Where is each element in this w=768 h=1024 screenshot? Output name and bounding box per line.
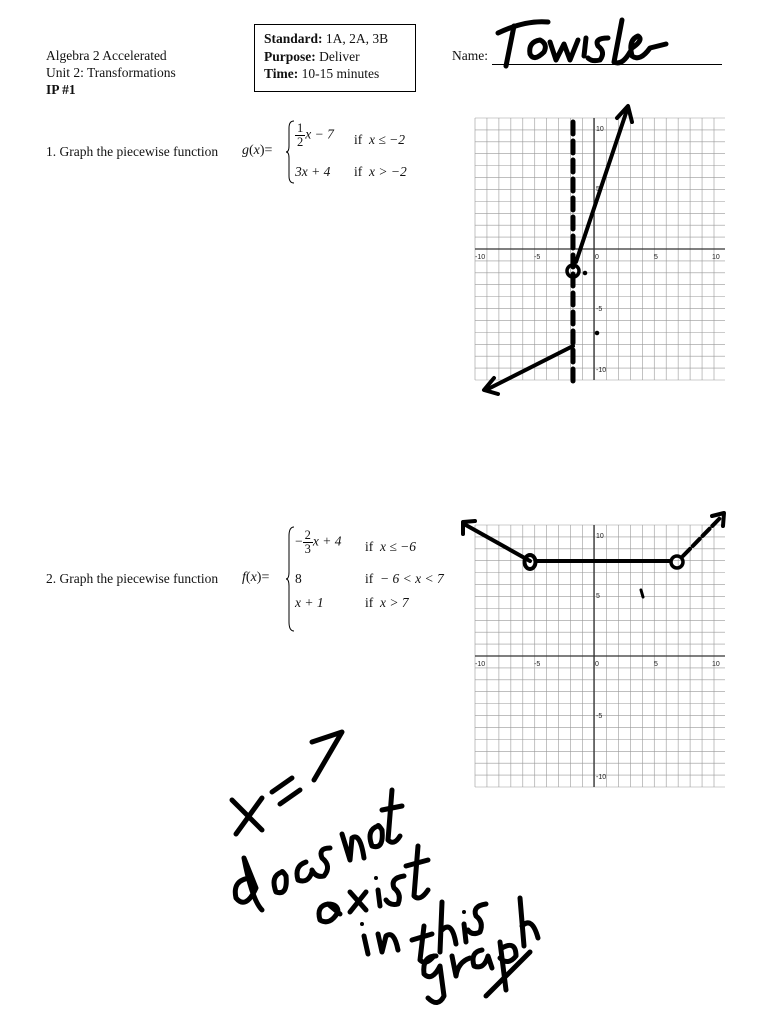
q2-y-tick-neg5: -5	[596, 713, 603, 720]
name-label: Name:	[452, 48, 488, 63]
time-label: Time:	[264, 66, 299, 81]
q2-y-tick-neg10: -10	[596, 774, 607, 781]
question-2-condition-2: if − 6 < x < 7	[365, 571, 444, 586]
q1-y-tick-10: 10	[596, 126, 604, 133]
q1-graph-ink	[484, 106, 632, 394]
question-1-case-1: $\frac{1}{2}$ x − 7	[297, 121, 334, 149]
question-1-prompt: 1. Graph the piecewise function	[46, 144, 219, 159]
question-2-case-2: 8	[295, 571, 302, 586]
question-2-condition-3: if x > 7	[365, 595, 409, 610]
q2-x-tick-5: 5	[654, 661, 658, 668]
question-2-case-3: x + 1	[295, 595, 324, 610]
handwritten-signature-name	[498, 20, 666, 66]
question-2-condition-1: if x ≤ −6	[365, 539, 417, 554]
ip-label: IP #1	[46, 82, 76, 97]
q1-x-tick-10: 10	[712, 254, 720, 261]
standard-value: 1A, 2A, 3B	[325, 31, 389, 46]
q1-y-tick-neg5: -5	[596, 306, 603, 313]
question-1-condition-1: if x ≤ −2	[354, 132, 406, 147]
q2-x-tick-0: 0	[595, 661, 599, 668]
question-2-case-1: − $\frac{2}{3}$ x + 4	[295, 528, 342, 556]
q1-x-tick-neg10: -10	[475, 254, 486, 261]
q1-x-tick-0: 0	[595, 254, 599, 261]
question-1-condition-2: if x > −2	[354, 164, 407, 179]
course-title: Algebra 2 Accelerated	[46, 48, 167, 63]
q2-x-tick-10: 10	[712, 661, 720, 668]
q1-x-tick-neg5: -5	[534, 254, 541, 261]
purpose-label: Purpose:	[264, 48, 316, 64]
question-1-case-2: 3x + 4	[295, 164, 331, 179]
handwritten-note	[232, 732, 538, 1003]
unit-title: Unit 2: Transformations	[46, 65, 176, 80]
q2-y-tick-5: 5	[596, 593, 600, 600]
question-1-function-name: g(x)=	[242, 143, 273, 158]
question-2-function-name: f(x)=	[242, 570, 270, 585]
purpose-value: Deliver	[319, 48, 360, 64]
q1-y-tick-neg10: -10	[596, 367, 607, 374]
q1-y-tick-5: 5	[596, 186, 600, 193]
standard-label: Standard:	[264, 31, 323, 46]
q2-x-tick-neg10: -10	[475, 661, 486, 668]
q2-graph-ink	[463, 513, 724, 597]
q2-y-tick-10: 10	[596, 533, 604, 540]
time-value: 10-15 minutes	[301, 66, 380, 81]
q2-x-tick-neg5: -5	[534, 661, 541, 668]
question-2-prompt: 2. Graph the piecewise function	[46, 571, 219, 586]
q1-x-tick-5: 5	[654, 254, 658, 261]
